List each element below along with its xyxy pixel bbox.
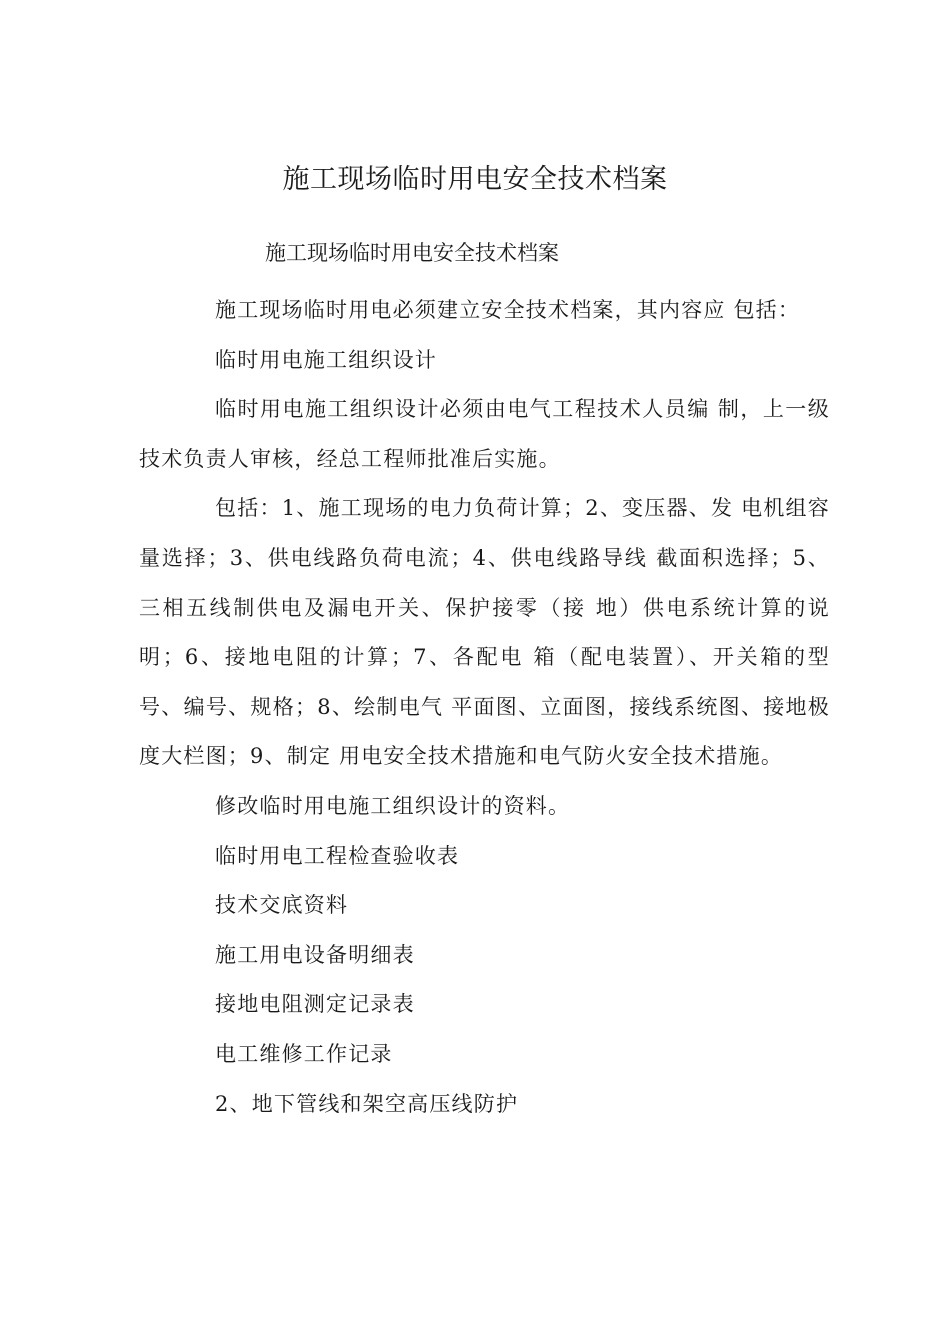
paragraph-grounding-record: 接地电阻测定记录表 bbox=[215, 992, 415, 1017]
document-title: 施工现场临时用电安全技术档案 bbox=[282, 164, 668, 195]
document-subtitle: 施工现场临时用电安全技术档案 bbox=[265, 241, 559, 265]
paragraph-intro: 施工现场临时用电必须建立安全技术档案，其内容应 包括： bbox=[215, 298, 801, 322]
paragraph-maintenance-record: 电工维修工作记录 bbox=[215, 1041, 393, 1066]
paragraph-equipment-list: 施工用电设备明细表 bbox=[215, 942, 415, 967]
document-body bbox=[139, 286, 830, 1129]
paragraph-inspection-form: 临时用电工程检查验收表 bbox=[215, 843, 460, 868]
paragraph-section-2-heading: 2、地下管线和架空高压线防护 bbox=[215, 1091, 519, 1116]
paragraph-design-approval: 临时用电施工组织设计必须由电气工程技术人员编 制，上一级技术负责人审核，经总工程师批准后实施。 bbox=[139, 397, 830, 471]
paragraph-heading-design: 临时用电施工组织设计 bbox=[215, 347, 437, 372]
paragraph-technical-briefing: 技术交底资料 bbox=[215, 893, 349, 918]
paragraph-design-contents: 包括：1、施工现场的电力负荷计算；2、变压器、发 电机组容量选择；3、供电线路负荷电流；4、供电线路导线 截面积选择；5、三相五线制供电及漏电开关、保护接零（接 地）供电系统计算的说明；6、接地电阻的计算；7、各配电 箱（配电装置）、开关箱的型号、编号、规格；8、绘制电气 平面图、立面图，接线系统图、接地极度大栏图；9、制定 用电安全技术措施和电气防火安全技术措施。 bbox=[139, 496, 830, 769]
paragraph-revision-materials: 修改临时用电施工组织设计的资料。 bbox=[215, 793, 571, 818]
